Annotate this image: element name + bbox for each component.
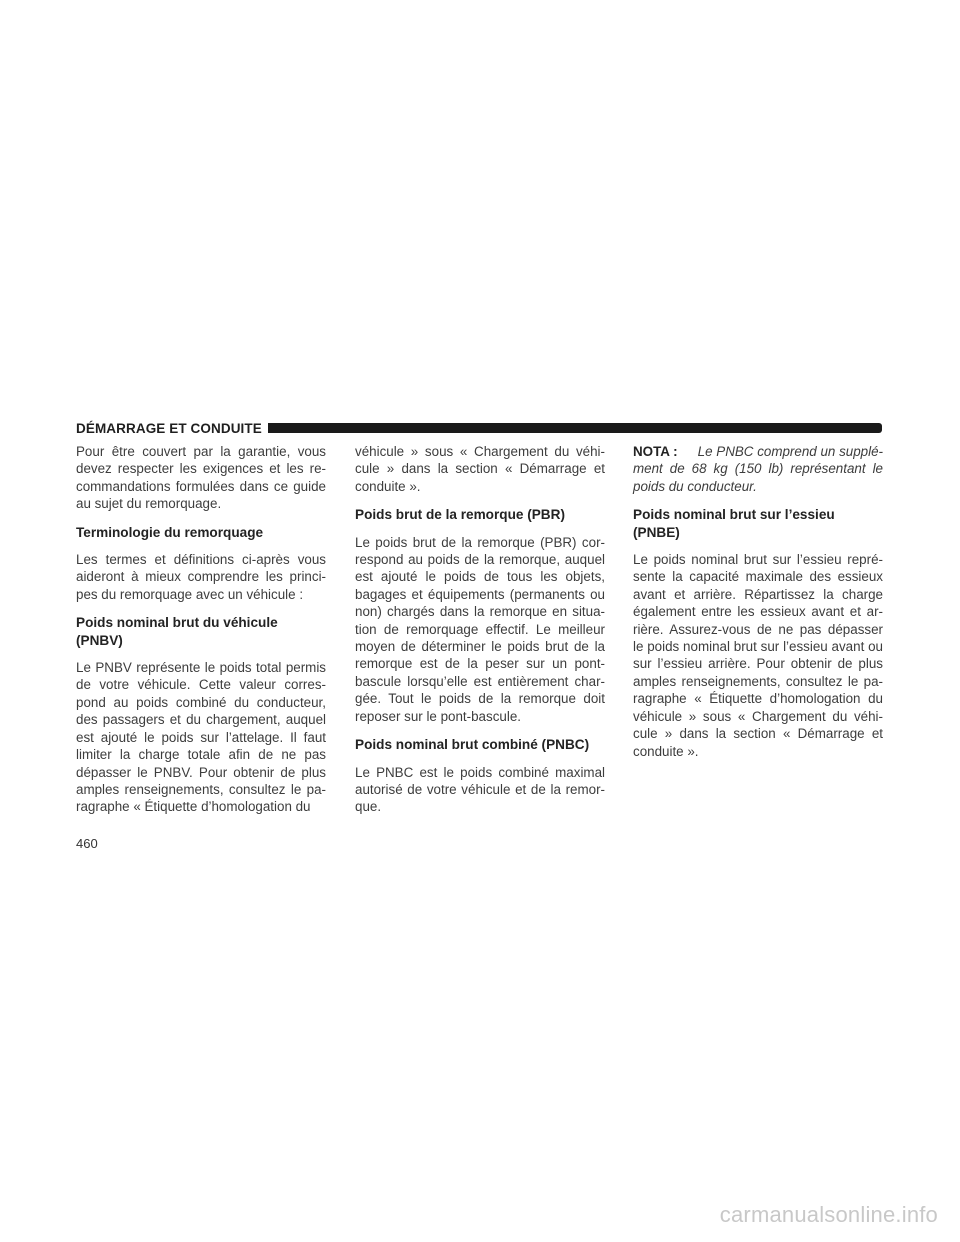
column-3 (633, 443, 883, 771)
page-number: 460 (76, 836, 98, 851)
paragraph-pnbc: Le PNBC est le poids combiné maximal autorisé de votre véhicule et de la remor-que. (355, 764, 605, 815)
paragraph-warranty: Pour être couvert par la garantie, vous devez respecter les exigences et les re-commandations formulées dans ce guide au sujet du remorquage. (76, 444, 326, 512)
nota-label: NOTA : (633, 444, 678, 459)
paragraph-pnbv-continued: véhicule » sous « Chargement du véhi-cule » dans la section « Démarrage et conduite ». (355, 444, 605, 494)
heading-pnbv: Poids nominal brut du véhicule (PNBV) (76, 615, 278, 648)
paragraph-terminology: Les termes et définitions ci-après vous aideront à mieux comprendre les princi-pes du remorquage avec un véhicule : (76, 552, 326, 602)
column-1 (76, 443, 326, 827)
paragraph-pnbe: Le poids nominal brut sur l’essieu repré-sente la capacité maximale des essieux avant et arrière. Répartissez la charge également entre les essieux avant et ar-rière. Assurez-vous de ne pas dépasser le poids nominal brut sur l’essieu avant ou sur l’essieu arrière. Pour obtenir de plus amples renseignements, consultez le pa-ragraphe « Étiquette d’homologation du véhicule » sous « Chargement du véhi-cule » dans la section « Démarrage et conduite ». (633, 552, 883, 759)
watermark-text: carmanualsonline.info (719, 1202, 938, 1227)
heading-pnbe: Poids nominal brut sur l’essieu (PNBE) (633, 507, 835, 540)
heading-terminology: Terminologie du remorquage (76, 524, 264, 540)
nota-text: Le PNBC comprend un supplé-ment de 68 kg (150 lb) représentant le poids du conducteur. (633, 444, 884, 494)
section-header (76, 418, 882, 438)
paragraph-pnbv: Le PNBV représente le poids total permis de votre véhicule. Cette valeur corres-pond au poids combiné du conducteur, des passagers et du chargement, auquel est ajouté le poids sur l’attelage. Il faut limiter la charge totale afin de ne pas dépasser le PNBV. Pour obtenir de plus amples renseignements, consultez le pa-ragraphe « Étiquette d’homologation du (76, 660, 326, 815)
section-title: DÉMARRAGE ET CONDUITE (76, 420, 262, 436)
nota-block (633, 443, 883, 495)
section-bar (268, 423, 882, 433)
paragraph-pbr: Le poids brut de la remorque (PBR) cor-respond au poids de la remorque, auquel est ajouté le poids de tous les objets, bagages et équipements (permanents ou non) chargés dans la remorque en situa-tion de remorquage effectif. Le meilleur moyen de déterminer le poids brut de la remorque est de la peser sur un pont-bascule lorsqu’elle est entièrement char-gée. Tout le poids de la remorque doit reposer sur le pont-bascule. (355, 534, 605, 724)
heading-pnbc: Poids nominal brut combiné (PNBC) (355, 737, 590, 753)
heading-pbr: Poids brut de la remorque (PBR) (355, 507, 565, 523)
column-2 (355, 443, 605, 827)
